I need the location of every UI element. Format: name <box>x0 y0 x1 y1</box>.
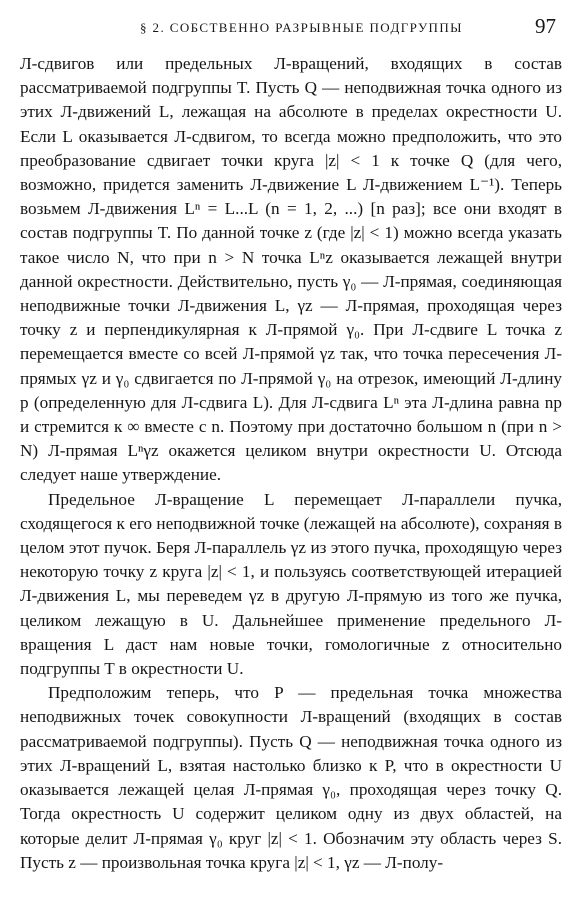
running-head <box>20 14 562 44</box>
body-text <box>20 52 562 875</box>
section-title: § 2. СОБСТВЕННО РАЗРЫВНЫЕ ПОДГРУППЫ <box>140 20 463 35</box>
page-number: 97 <box>535 14 556 38</box>
paragraph-2: Предельное Л-вращение L перемещает Л-параллели пучка, сходящегося к его неподвижной точке (лежащей на абсолюте), сохраняя в целом этот пучок. Беря Л-параллель γz из этого пучка, проходящую через некоторую точку z круга |z| < 1, и пользуясь соответствующей итерацией Л-движения L, мы переведем γz в другую Л-прямую из того же пучка, целиком лежащую в U. Дальнейшее применение предельного Л-вращения L даст нам новые точки, гомологичные z относительно подгруппы T в окрестности U. <box>20 489 562 679</box>
paragraph-3: Предположим теперь, что P — предельная точка множества неподвижных точек совокупности Л-вращений (входящих в состав рассматриваемой подгруппы). Пусть Q — неподвижная точка одного из этих Л-вращений L, взятая настолько близко к P, что в окрестности U оказывается лежащей целая Л-прямая γ₀, проходящая через точку Q. Тогда окрестность U содержит целиком одну из двух областей, на которые делит Л-прямая γ₀ круг |z| < 1. Обозначим эту область через S. Пусть z — произвольная точка круга |z| < 1, γz — Л-полу- <box>20 683 562 872</box>
paragraph-1: Л-сдвигов или предельных Л-вращений, входящих в состав рассматриваемой подгруппы T. Пусть Q — неподвижная точка одного из этих Л-движений L, лежащая на абсолюте в пределах окрестности U. Если L оказывается Л-сдвигом, то всегда можно предположить, что это преобразование сдвигает точки круга |z| < 1 к точке Q (для чего, возможно, придется заменить Л-движение L Л-движением L⁻¹). Теперь возьмем Л-движения Lⁿ = L...L (n = 1, 2, ...) [n раз]; все они входят в состав подгруппы T. По данной точке z (где |z| < 1) можно всегда указать такое число N, что при n > N точка Lⁿz оказывается лежащей внутри данной окрестности. Действительно, пусть γ₀ — Л-прямая, соединяющая неподвижные точки Л-движения L, γz — Л-прямая, проходящая через точку z и перпендикулярная к Л-прямой γ₀. При Л-сдвиге L точка z перемещается вместе со всей Л-прямой γz так, что точка пересечения Л-прямых γz и γ₀ сдвигается по Л-прямой γ₀ на отрезок, имеющий Л-длину p (определенную для Л-сдвига L). Для Л-сдвига Lⁿ эта Л-длина равна np и стремится к ∞ вместе с n. Поэтому при достаточно большом n (при n > N) Л-прямая Lⁿγz окажется целиком внутри окрестности U. Отсюда следует наше утверждение. <box>20 54 562 485</box>
